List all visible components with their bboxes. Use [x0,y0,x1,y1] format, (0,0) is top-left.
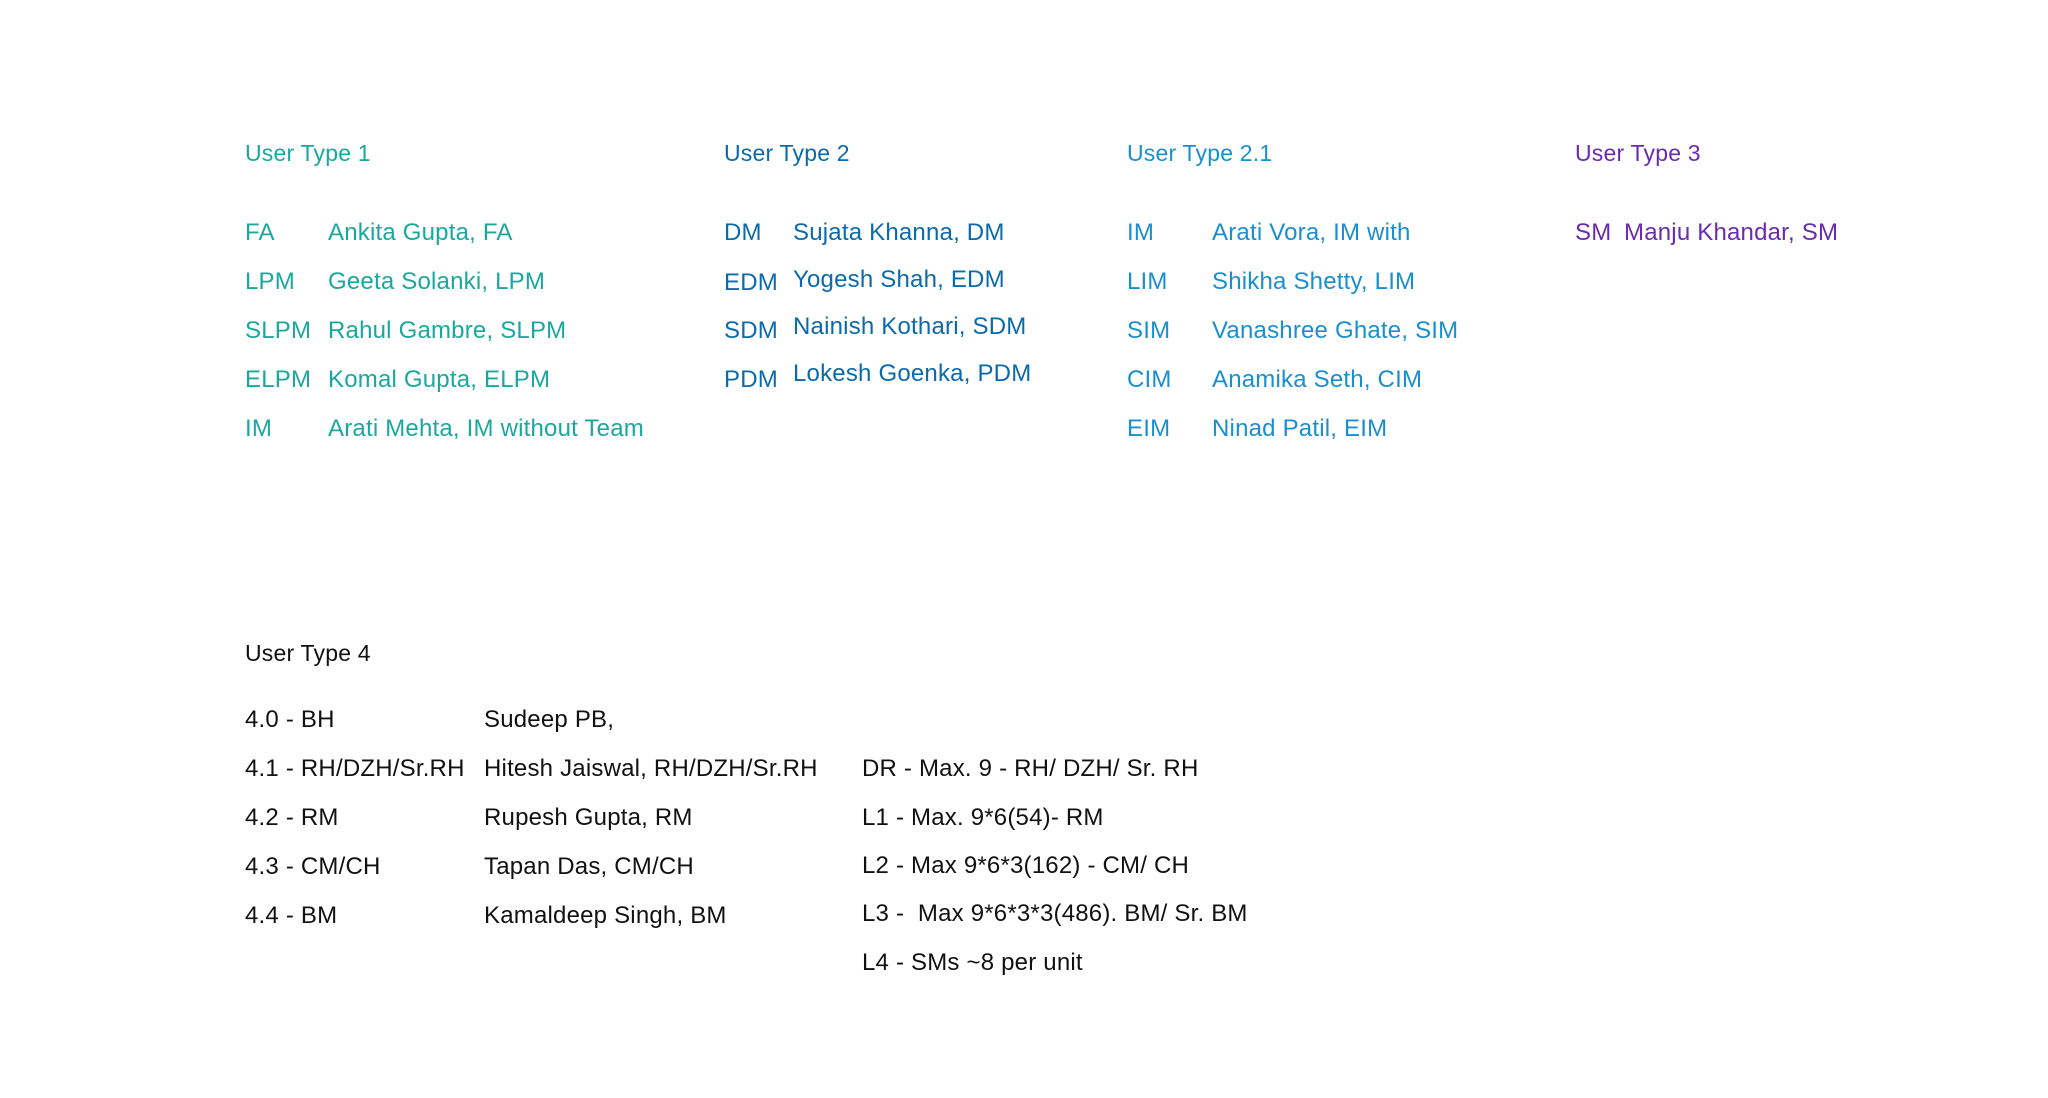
role-code: FA [245,219,275,246]
user-name: Hitesh Jaiswal, RH/DZH/Sr.RH [484,755,818,782]
note-line: L2 - Max 9*6*3(162) - CM/ CH [862,852,1190,879]
user-name: Komal Gupta, ELPM [328,366,551,393]
user-name: Lokesh Goenka, PDM [793,360,1032,387]
user-name: Sujata Khanna, DM [793,219,1005,246]
role-code: EIM [1127,415,1171,442]
note-line: DR - Max. 9 - RH/ DZH/ Sr. RH [862,755,1199,782]
note-line: L3 - Max 9*6*3*3(486). BM/ Sr. BM [862,900,1248,927]
role-code: SDM [724,317,778,344]
role-code: 4.2 - RM [245,804,339,831]
role-code: 4.4 - BM [245,902,338,929]
user-name: Manju Khandar, SM [1624,219,1839,246]
role-code: 4.0 - BH [245,706,335,733]
role-code: ELPM [245,366,312,393]
user-type-4-title: User Type 4 [245,640,371,666]
user-name: Arati Mehta, IM without Team [328,415,644,442]
user-name: Geeta Solanki, LPM [328,268,546,295]
user-type-2-title: User Type 2 [724,140,850,166]
user-name: Sudeep PB, [484,706,615,733]
role-code: LPM [245,268,295,295]
user-name: Rupesh Gupta, RM [484,804,693,831]
role-code: SIM [1127,317,1171,344]
user-name: Tapan Das, CM/CH [484,853,694,880]
user-type-2-1-title: User Type 2.1 [1127,140,1273,166]
user-name: Vanashree Ghate, SIM [1212,317,1459,344]
user-type-1-title: User Type 1 [245,140,371,166]
user-name: Nainish Kothari, SDM [793,313,1027,340]
user-name: Yogesh Shah, EDM [793,266,1005,293]
role-code: SM [1575,219,1612,246]
note-line: L1 - Max. 9*6(54)- RM [862,804,1104,831]
user-type-3-title: User Type 3 [1575,140,1701,166]
user-name: Kamaldeep Singh, BM [484,902,727,929]
user-name: Ankita Gupta, FA [328,219,513,246]
role-code: LIM [1127,268,1168,295]
role-code: EDM [724,269,778,296]
role-code: 4.3 - CM/CH [245,853,381,880]
user-name: Anamika Seth, CIM [1212,366,1423,393]
role-code: IM [245,415,273,442]
user-name: Rahul Gambre, SLPM [328,317,567,344]
note-line: L4 - SMs ~8 per unit [862,949,1083,976]
user-name: Shikha Shetty, LIM [1212,268,1416,295]
role-code: DM [724,219,762,246]
role-code: 4.1 - RH/DZH/Sr.RH [245,755,465,782]
user-name: Arati Vora, IM with [1212,219,1411,246]
role-code: IM [1127,219,1155,246]
role-code: PDM [724,366,778,393]
role-code: SLPM [245,317,312,344]
user-name: Ninad Patil, EIM [1212,415,1388,442]
role-code: CIM [1127,366,1172,393]
